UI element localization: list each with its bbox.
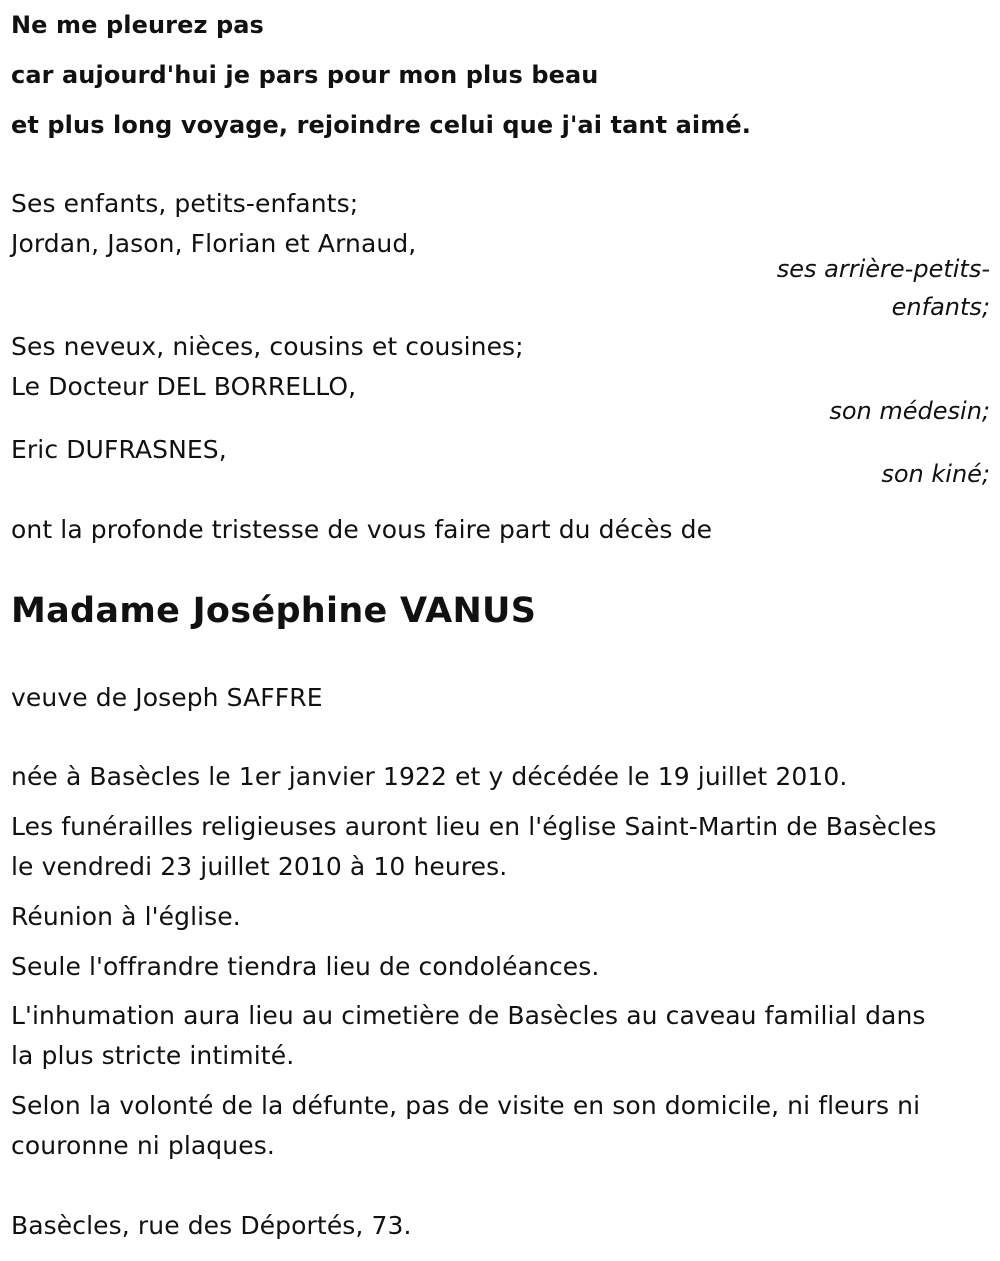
physio-role: son kiné; <box>881 460 990 488</box>
doctor-name: Le Docteur DEL BORRELLO, <box>11 372 357 401</box>
deceased-name: Madame Joséphine VANUS <box>11 591 537 631</box>
birth-death: née à Basècles le 1er janvier 1922 et y décédée le 19 juillet 2010. <box>11 762 848 791</box>
wish-line-1: Selon la volonté de la défunte, pas de visite en son domicile, ni fleurs ni <box>11 1091 921 1120</box>
funeral-line-2: le vendredi 23 juillet 2010 à 10 heures. <box>11 852 508 881</box>
poem-line-1: Ne me pleurez pas <box>11 11 264 39</box>
poem-line-2: car aujourd'hui je pars pour mon plus beau <box>11 61 599 89</box>
burial-line-2: la plus stricte intimité. <box>11 1041 295 1070</box>
offering-info: Seule l'offrandre tiendra lieu de condoléances. <box>11 952 600 981</box>
great-grandchildren-role-2: enfants; <box>891 293 990 321</box>
widow-of: veuve de Joseph SAFFRE <box>11 683 323 712</box>
address: Basècles, rue des Déportés, 73. <box>11 1211 412 1240</box>
announcement-text: ont la profonde tristesse de vous faire part du décès de <box>11 515 713 544</box>
family-relatives: Ses neveux, nièces, cousins et cousines; <box>11 332 524 361</box>
great-grandchildren-role-1: ses arrière-petits- <box>776 255 990 283</box>
funeral-line-1: Les funérailles religieuses auront lieu en l'église Saint-Martin de Basècles <box>11 812 937 841</box>
wish-line-2: couronne ni plaques. <box>11 1131 275 1160</box>
meeting-info: Réunion à l'église. <box>11 902 241 931</box>
doctor-role: son médesin; <box>829 397 990 425</box>
physio-name: Eric DUFRASNES, <box>11 435 227 464</box>
burial-line-1: L'inhumation aura lieu au cimetière de Basècles au caveau familial dans <box>11 1001 926 1030</box>
great-grandchildren-names: Jordan, Jason, Florian et Arnaud, <box>11 229 417 258</box>
poem-line-3: et plus long voyage, rejoindre celui que j'ai tant aimé. <box>11 111 751 139</box>
family-children: Ses enfants, petits-enfants; <box>11 189 359 218</box>
